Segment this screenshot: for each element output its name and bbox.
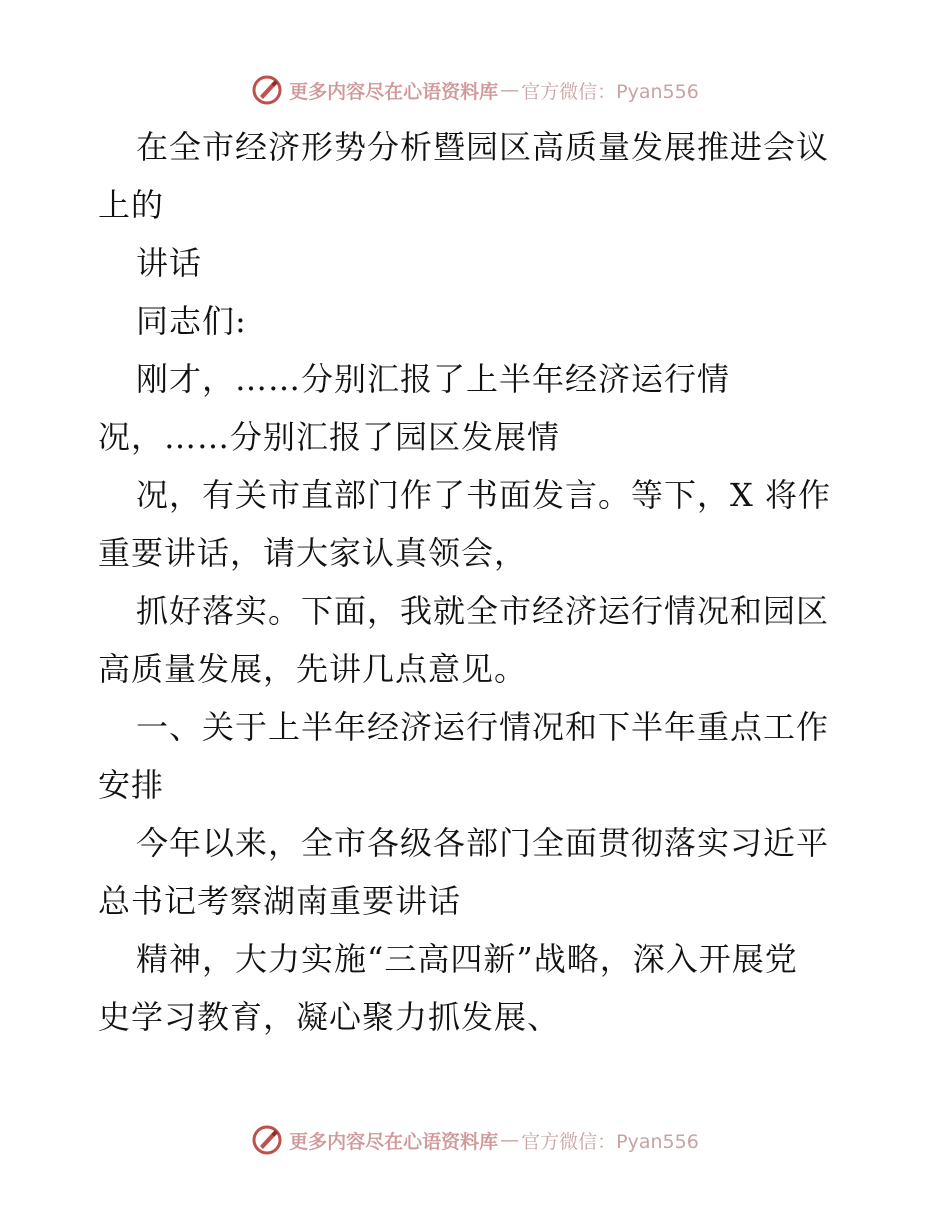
paragraph-line: 刚才，……分别汇报了上半年经济运行情 bbox=[136, 360, 731, 398]
watermark-dash: — bbox=[500, 79, 520, 101]
paragraph-line: 安排 bbox=[98, 766, 165, 804]
watermark-wechat: 官方微信：Pyan556 bbox=[521, 80, 699, 103]
paragraph-line: 史学习教育，凝心聚力抓发展、 bbox=[98, 998, 561, 1036]
pen-logo-icon bbox=[251, 74, 283, 106]
paragraph-line: 抓好落实。下面，我就全市经济运行情况和园区 bbox=[136, 592, 830, 630]
paragraph-line: 况，有关市直部门作了书面发言。等下，X 将作 bbox=[136, 476, 831, 514]
paragraph-line: 上的 bbox=[98, 186, 165, 224]
paragraph-line: 讲话 bbox=[136, 244, 203, 282]
paragraph-line: 今年以来，全市各级各部门全面贯彻落实习近平 bbox=[136, 824, 830, 862]
watermark-brand: 更多内容尽在心语资料库 bbox=[289, 80, 499, 103]
paragraph-line: 总书记考察湖南重要讲话 bbox=[98, 882, 462, 920]
watermark-brand: 更多内容尽在心语资料库 bbox=[289, 1130, 499, 1153]
paragraph-line: 在全市经济形势分析暨园区高质量发展推进会议 bbox=[136, 128, 830, 166]
paragraph-line: 精神，大力实施“三高四新”战略，深入开展党 bbox=[136, 940, 798, 978]
watermark-dash: — bbox=[500, 1129, 520, 1151]
pen-logo-icon bbox=[251, 1124, 283, 1156]
footer-watermark bbox=[0, 1120, 950, 1160]
paragraph-line: 一、关于上半年经济运行情况和下半年重点工作 bbox=[136, 708, 830, 746]
paragraph-line: 况，……分别汇报了园区发展情 bbox=[98, 418, 561, 456]
paragraph-line: 同志们: bbox=[136, 302, 247, 340]
watermark-wechat: 官方微信：Pyan556 bbox=[521, 1130, 699, 1153]
paragraph-line: 重要讲话，请大家认真领会， bbox=[98, 534, 528, 572]
paragraph-line: 高质量发展，先讲几点意见。 bbox=[98, 650, 528, 688]
header-watermark bbox=[0, 70, 950, 110]
document-body bbox=[98, 118, 858, 1046]
